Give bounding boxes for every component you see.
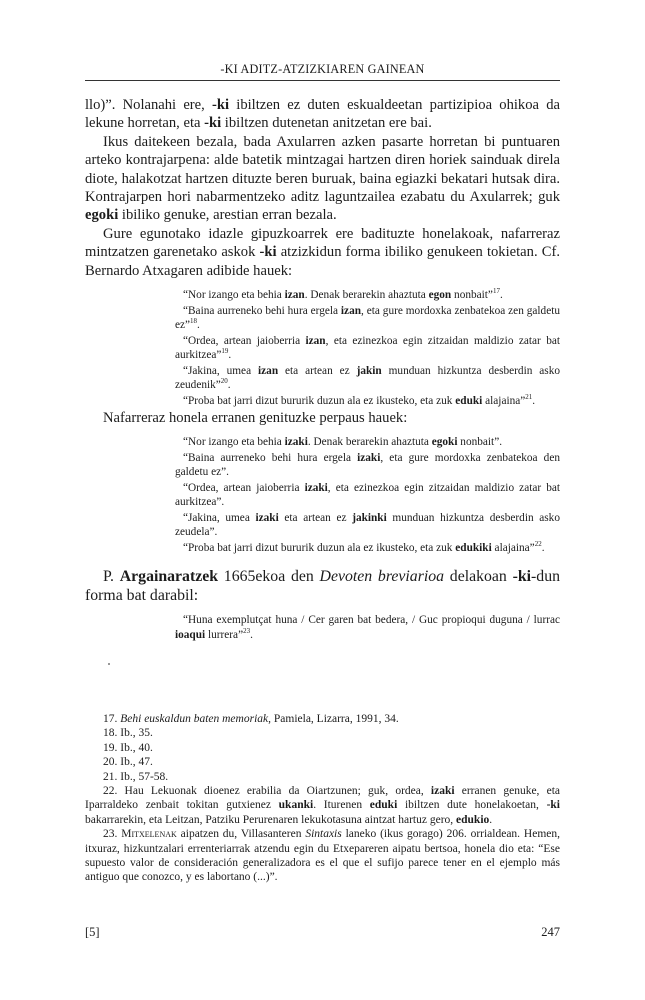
header-rule xyxy=(85,80,560,81)
footnote-22: 22. Hau Lekuonak dioenez erabilia da Oiartzunen; guk, ordea, izaki erranen genuke, eta Iparraldeko zenbait tokitan gutxienez ukanki. Iturenen eduki ibiltzen dute honelakoetan, -ki bakarrarekin, eta Leitzan, Patziku Perurenaren lekukotasuna aintzat hartuz gero, edukio. xyxy=(85,785,560,826)
quote-block-argainaratz xyxy=(175,613,560,642)
quote-item: “Huna exemplutçat huna / Cer garen bat bedera, / Guc propioqui duguna / lurrac ioaqui lurrera”$^{23}$. xyxy=(175,614,560,641)
main-text xyxy=(85,96,560,643)
quote-block-nafarrera xyxy=(175,435,560,555)
page-number: 247 xyxy=(541,925,560,939)
footnote-19: 19. Ib., 40. xyxy=(103,741,153,754)
quote-item: “Jakina, umea izaki eta artean ez jakinki munduan hizkuntza desberdin asko zeudela”. xyxy=(175,511,560,539)
footnote-21: 21. Ib., 57-58. xyxy=(103,770,169,783)
stray-mark xyxy=(108,663,110,665)
quote-item: “Baina aurreneko behi hura ergela izan, eta gure mordoxka zenbatekoa zen galdetu ez”$^{18}$. xyxy=(175,304,560,332)
quote-item: “Proba bat jarri dizut bururik duzun ala ez ikusteko, eta zuk edukiki alajaina”$^{22}$. xyxy=(183,539,545,554)
section-number: [5] xyxy=(85,925,100,939)
quote-block-atxaga xyxy=(175,288,560,408)
quote-item: “Nor izango eta behia izan. Denak berarekin ahaztuta egon nonbait”$^{17}$. xyxy=(183,287,503,302)
quote-item: “Ordea, artean jaioberria izan, eta ezinezkoa egin zitzaidan maldizio zatar bat aurkitzea”$^{19}$. xyxy=(175,334,561,362)
quote-item: “Proba bat jarri dizut bururik duzun ala ez ikusteko, eta zuk eduki alajaina”$^{21}$. xyxy=(183,392,536,407)
paragraph-1: llo)”. Nolanahi ere, -ki ibiltzen ez duten eskualdeetan partizipioa ohikoa da lekune horretan, eta -ki ibiltzen dutenetan anitzetan ere bai. xyxy=(85,97,560,132)
paragraph-3: Gure egunotako idazle gipuzkoarrek ere badituzte honelakoak, nafarreraz mintzatzen garenetako askok -ki atzizkidun forma ibiliko genukeen tokietan. Cf. Bernardo Atxagaren adibide hauek: xyxy=(85,225,560,279)
footnote-20: 20. Ib., 47. xyxy=(103,756,153,769)
running-header: -KI ADITZ-ATZIZKIAREN GAINEAN xyxy=(220,62,425,76)
paragraph-4: Nafarreraz honela erranen genituzke perpaus hauek: xyxy=(103,410,408,427)
quote-item: “Baina aurreneko behi hura ergela izaki, eta gure mordoxka zenbatekoa den galdetu ez”. xyxy=(175,451,560,479)
paragraph-2: Ikus daitekeen bezala, bada Axularren azken pasarte horretan bi puntuaren arteko kontrajarpena: alde batetik mintzagai hartzen diren horiek sainduak direla diote, halakotzat hartzen dituzte beren buruak, baina egiazki bekatari hutsak dira. Kontrajarpen hori nabarmentzeko aditz laguntzailea ezabatu du Axularrek; guk egoki ibiliko genuke, arestian erran bezala. xyxy=(85,133,560,224)
footnote-17: 17. Behi euskaldun baten memoriak, Pamiela, Lizarra, 1991, 34. xyxy=(103,713,399,725)
footnote-23: 23. Mitxelenak aipatzen du, Villasanteren Sintaxis laneko (ikus gorago) 206. orrialdean. Hemen, itxuraz, hizkuntzalari errenteriarrak atzendu egin du Etxepareren aipatu bertsoa, honela dio eta: “Ese supuesto valor de consideración generalizadora es el que el sufijo parece tener en el ejemplo más antiguo que conozco, y es labortano (...)”. xyxy=(85,828,560,884)
quote-item: “Nor izango eta behia izaki. Denak berarekin ahaztuta egoki nonbait”. xyxy=(183,436,503,449)
paragraph-5: P. Argainaratzek 1665ekoa den Devoten breviarioa delakoan -ki-dun forma bat darabil: xyxy=(85,568,560,605)
footnotes xyxy=(85,712,560,885)
quote-item: “Ordea, artean jaioberria izaki, eta ezinezkoa egin zitzaidan maldizio zatar bat aurkitzea”. xyxy=(175,481,561,509)
quote-item: “Jakina, umea izan eta artean ez jakin munduan hizkuntza desberdin asko zeudenik”$^{20}$. xyxy=(175,364,560,392)
footnote-18: 18. Ib., 35. xyxy=(103,727,153,740)
